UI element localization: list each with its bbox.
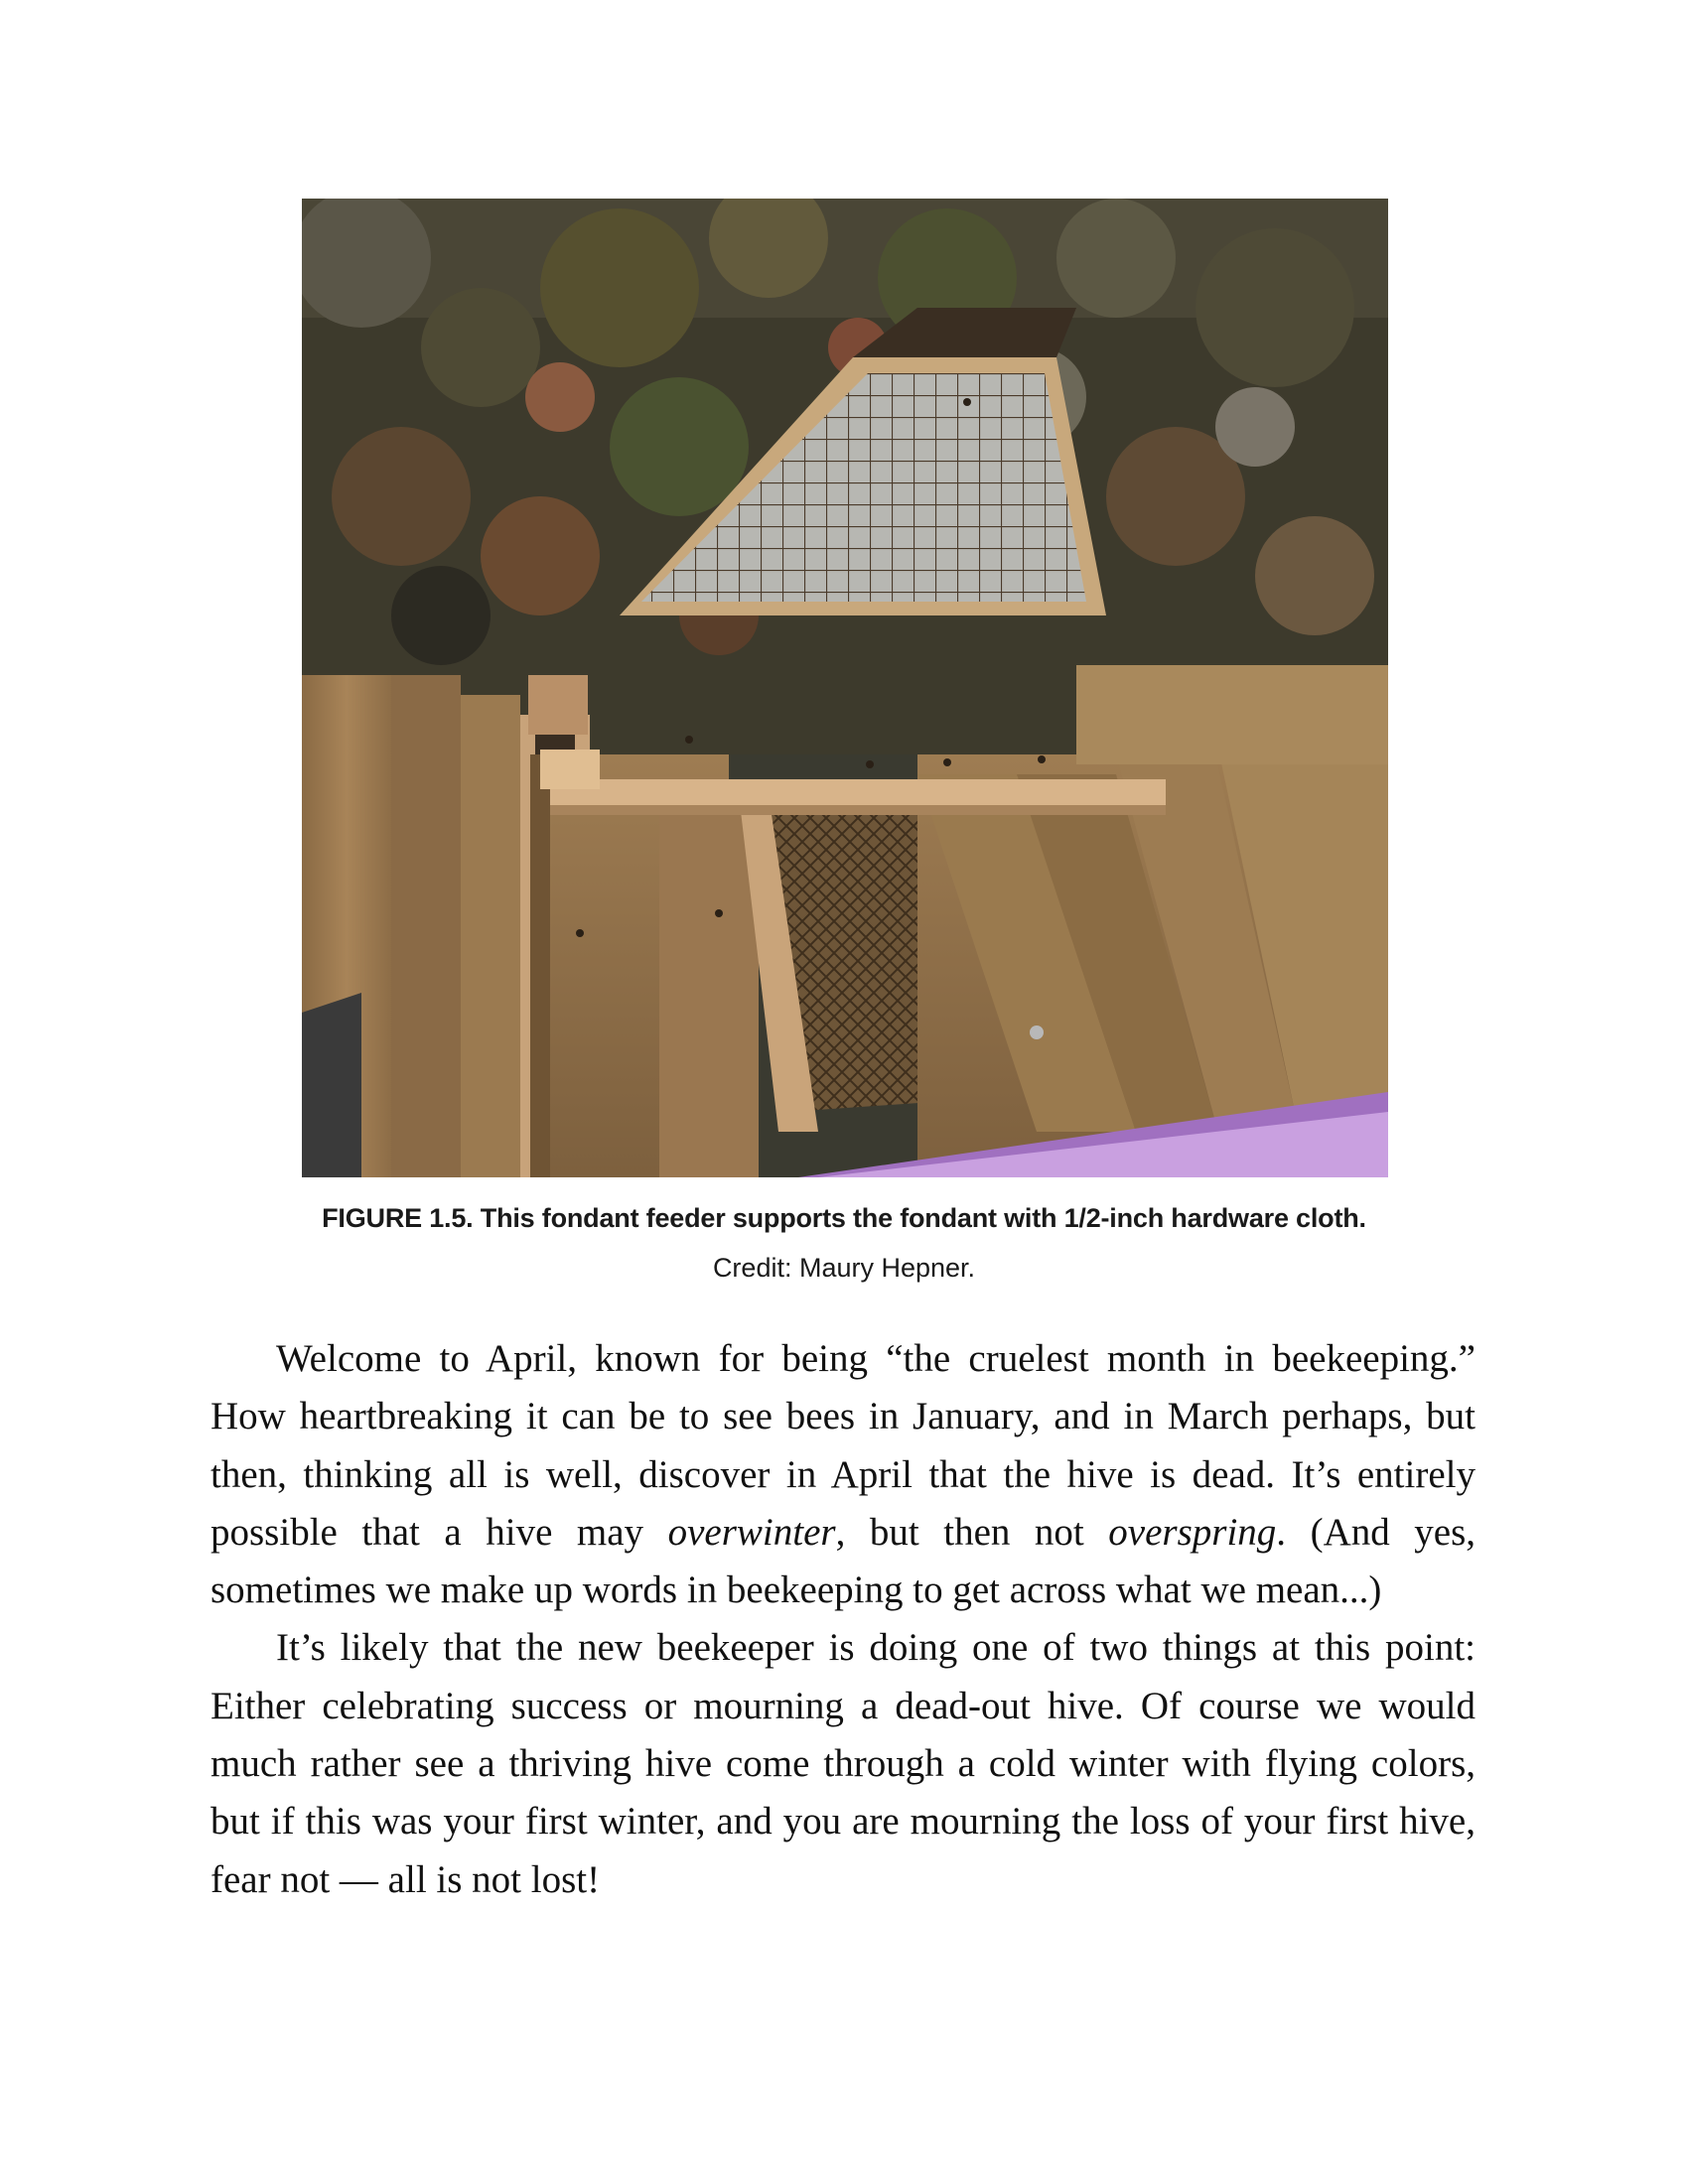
fondant-feeder-photo [302,199,1388,1177]
paragraph-1-part-3: . (And yes, sometimes we make up words in beekeeping to get across what we mean...) [211,1510,1477,1612]
figure-photo [302,199,1388,1177]
paragraph-2: It’s likely that the new beekeeper is doing one of two things at this point: Either celebrating success or mourning a dead-out hive. Of course we would much rather see a thriving hive come through a cold winter with flying colors, but if this was your first winter, and you are mourning the loss of your first hive, fear not — all is not lost! [211,1626,1476,1901]
paragraph-1-part-2: , but then not [835,1510,1109,1554]
figure-credit: Credit: Maury Hepner. [712,1253,976,1283]
figure-label: FIGURE 1.5. [322,1203,474,1233]
term-overspring: overspring [1108,1510,1277,1554]
figure-caption [211,1203,1477,1234]
body-text [211,1330,1476,1909]
figure-caption-text: This fondant feeder supports the fondant with 1/2-inch hardware cloth. [480,1203,1366,1233]
paragraph-1 [211,1330,1476,1619]
term-overwinter: overwinter [667,1510,836,1554]
paragraph-1-part-1: Welcome to April, known for being “the cruelest month in beekeeping.” How heartbreaking it can be to see bees in January, and in March perhaps, but then, thinking all is well, discover in April that the hive is dead. It’s entirely possible that a hive may [211,1337,1476,1554]
